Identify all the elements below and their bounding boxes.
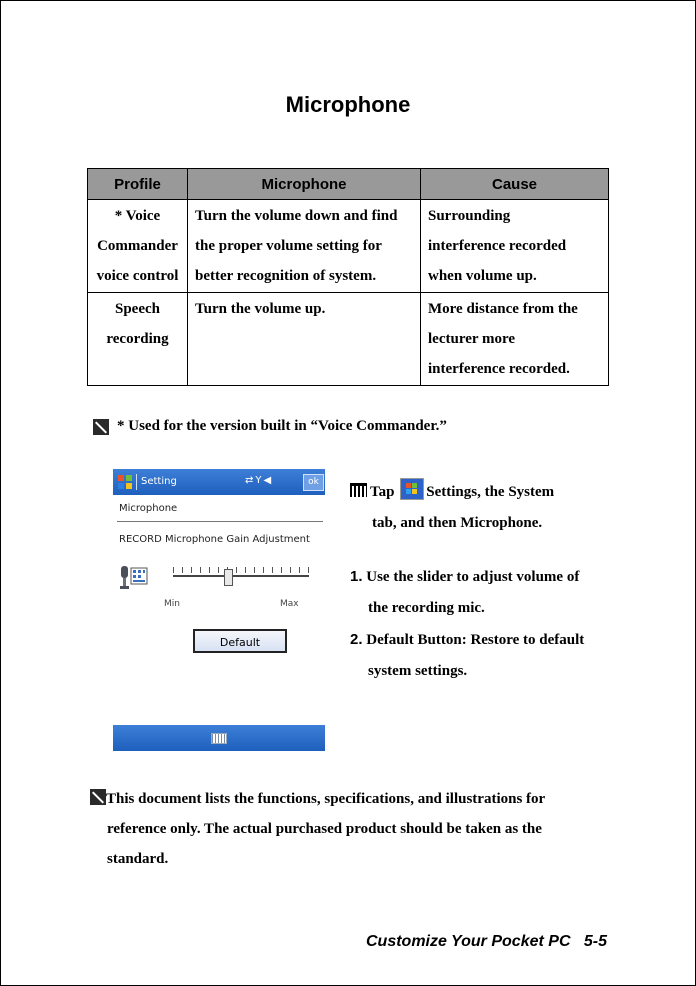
- start-flag-icon[interactable]: [117, 474, 133, 490]
- step1-text-a: Use the slider to adjust volume of: [366, 569, 580, 585]
- cell-line: recording: [106, 331, 169, 347]
- tap-text: Tap: [370, 484, 395, 500]
- voice-commander-note: [93, 418, 447, 435]
- header-microphone: Microphone: [188, 169, 421, 200]
- table-row: [88, 293, 609, 386]
- header-profile: Profile: [88, 169, 188, 200]
- cell-cause: [421, 200, 609, 293]
- table-header-row: [88, 169, 609, 200]
- footer-section: Customize Your Pocket PC: [366, 933, 571, 950]
- settings-text: Settings: [426, 484, 478, 500]
- cell-line: More distance from the: [428, 301, 578, 317]
- screenshot-bottombar: [113, 725, 325, 751]
- cell-line: better recognition of system.: [195, 268, 377, 284]
- screenshot-tab-label: Microphone: [119, 503, 178, 514]
- tab-then-text: tab, and then: [372, 515, 457, 531]
- step1-number: 1.: [350, 568, 363, 585]
- cell-line: interference recorded: [428, 238, 567, 254]
- step2-number: 2.: [350, 631, 363, 648]
- step2-bold: Default: [366, 632, 414, 648]
- cell-profile: [88, 293, 188, 386]
- cell-microphone: [188, 200, 421, 293]
- screenshot-divider: [117, 521, 323, 522]
- pocketpc-screenshot: [113, 469, 325, 751]
- disclaimer-pen-icon: [90, 789, 106, 805]
- cell-line: Commander: [97, 238, 178, 254]
- cell-line: Turn the volume down and find: [195, 208, 398, 224]
- cell-line: when volume up.: [428, 268, 537, 284]
- system-text: System: [508, 484, 555, 500]
- cell-line: voice control: [96, 268, 179, 284]
- disclaimer-line: standard.: [107, 851, 169, 867]
- cell-profile: [88, 200, 188, 293]
- voice-commander-note-text: * Used for the version built in “Voice Commander.”: [117, 418, 447, 434]
- screenshot-titlebar: [113, 469, 325, 495]
- cell-line: the proper volume setting for: [195, 238, 382, 254]
- titlebar-separator: [136, 474, 137, 490]
- step1-line1: [350, 561, 610, 593]
- cell-line: Speech: [115, 301, 160, 317]
- cell-cause: [421, 293, 609, 386]
- ok-button[interactable]: ok: [303, 474, 324, 491]
- header-cause: Cause: [421, 169, 609, 200]
- note-pen-icon: [93, 419, 109, 435]
- slider-track[interactable]: [173, 575, 309, 577]
- cell-line: lecturer more: [428, 331, 516, 347]
- page-title: Microphone: [285, 92, 411, 117]
- instruction-tab-line: tab, and then Microphone.: [372, 515, 543, 531]
- speaker-muted-icon[interactable]: ◀: [263, 475, 274, 486]
- cell-line: Surrounding: [428, 208, 511, 224]
- footer-page-number: 5-5: [583, 933, 607, 950]
- cell-line: interference recorded.: [428, 361, 570, 377]
- cell-line: * Voice: [114, 208, 161, 224]
- cell-microphone: [188, 293, 421, 386]
- step1-line2: [350, 593, 610, 624]
- step2-line1: [350, 624, 610, 656]
- table-row: [88, 200, 609, 293]
- instructions: [350, 477, 610, 687]
- microphone-text: Microphone: [460, 515, 539, 531]
- screenshot-title: Setting: [141, 476, 177, 487]
- slider-thumb[interactable]: [224, 569, 233, 586]
- step2-text-b: system settings.: [368, 663, 468, 679]
- volume-slider[interactable]: [173, 567, 309, 589]
- disclaimer-line-text: This document lists the functions, specifications, and illustrations for: [106, 791, 546, 807]
- keyboard-icon[interactable]: [211, 733, 227, 744]
- gain-adjustment-label: RECORD Microphone Gain Adjustment: [119, 534, 310, 545]
- microphone-table: [87, 168, 609, 386]
- slider-max-label: Max: [280, 599, 299, 609]
- connectivity-icon[interactable]: ⇄: [245, 475, 256, 486]
- status-icons[interactable]: [245, 475, 273, 486]
- slider-ticks: [173, 567, 309, 573]
- disclaimer-line: reference only. The actual purchased product should be taken as the: [107, 821, 542, 837]
- step1-text-b: the recording mic.: [368, 600, 485, 616]
- hand-icon: [350, 483, 367, 497]
- disclaimer-line: [90, 784, 590, 814]
- step2-text-a: Button: Restore to default: [417, 632, 585, 648]
- start-menu-flag-icon: [400, 478, 424, 500]
- the-text: , the: [477, 484, 505, 500]
- signal-icon[interactable]: Y: [255, 475, 264, 486]
- microphone-icon: [119, 564, 149, 592]
- disclaimer: [90, 784, 590, 874]
- cell-line: Turn the volume up.: [195, 301, 326, 317]
- instruction-tap-line: [350, 477, 610, 508]
- step2-line2: [350, 656, 610, 687]
- page-footer: [366, 933, 607, 951]
- slider-min-label: Min: [164, 599, 180, 609]
- default-button[interactable]: Default: [193, 629, 287, 653]
